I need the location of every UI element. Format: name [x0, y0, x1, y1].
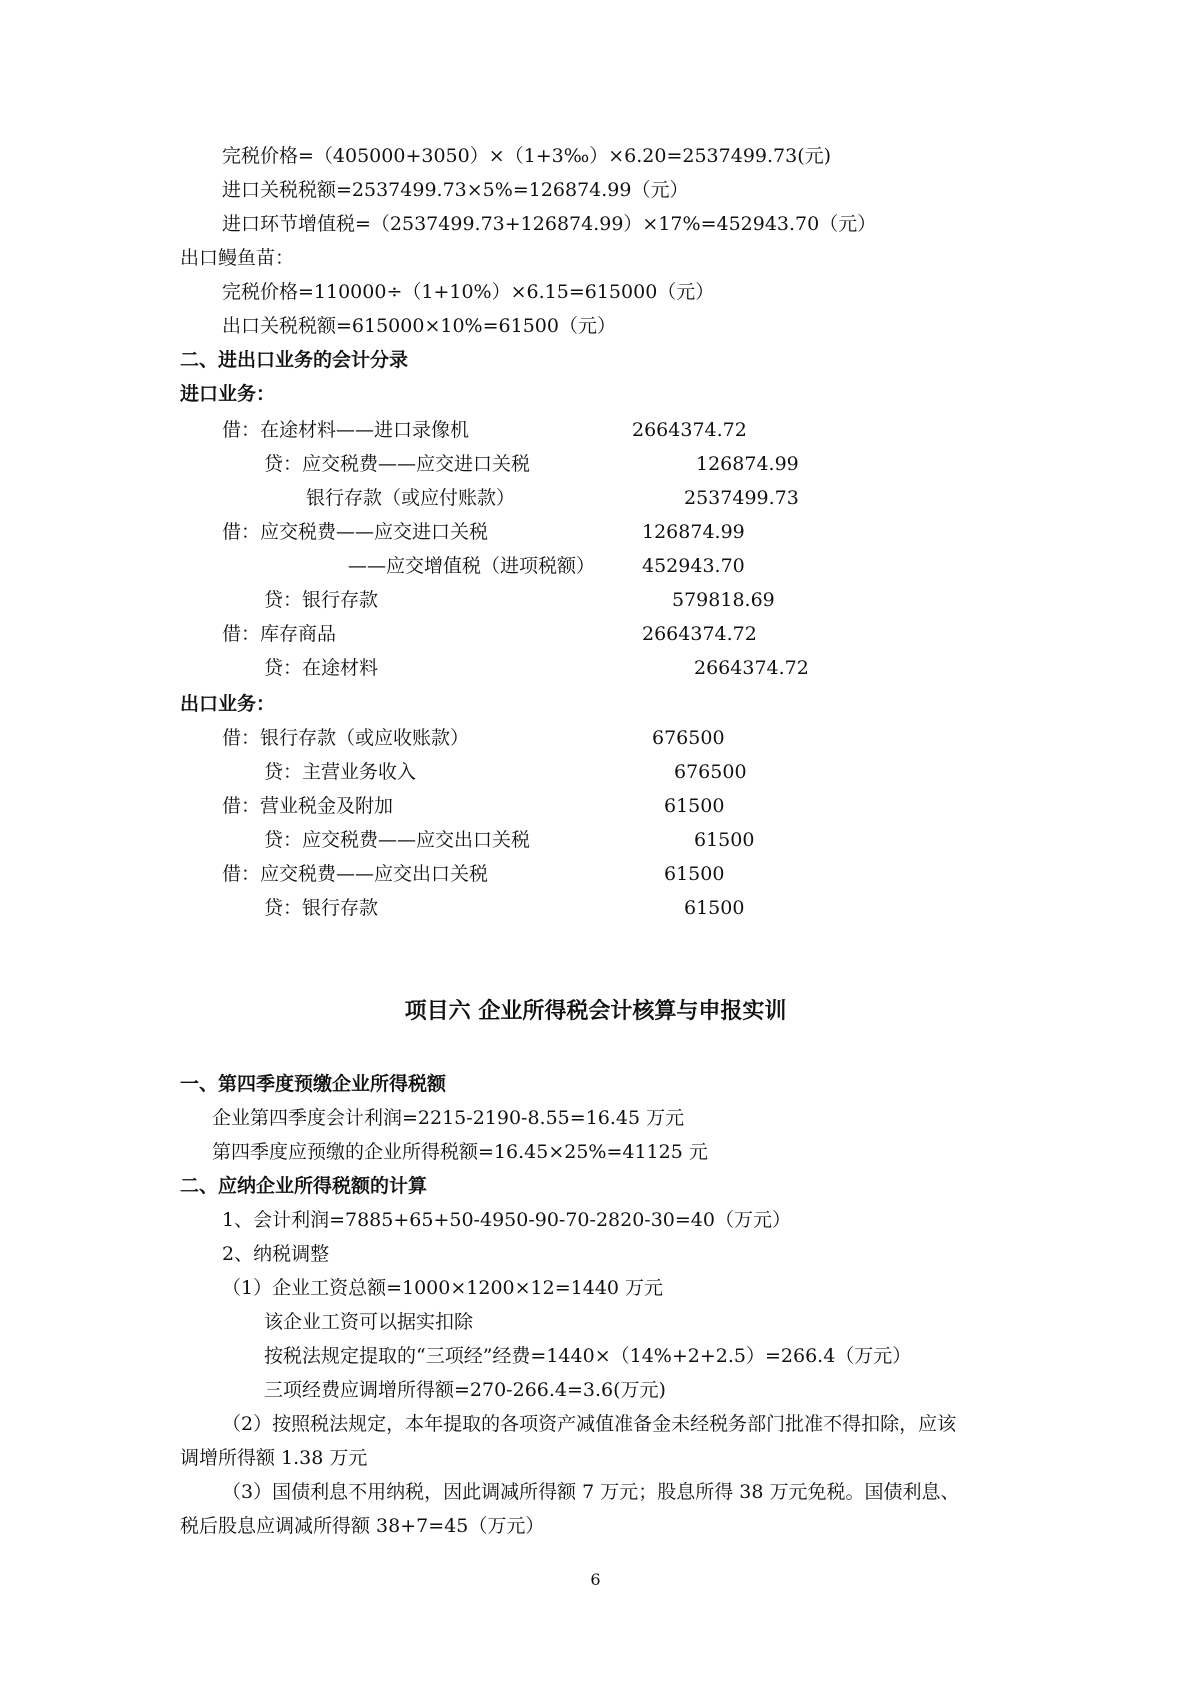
journal-entry-amount: 2664374.72 — [642, 623, 757, 645]
section-heading-journal: 二、进出口业务的会计分录 — [180, 349, 409, 371]
export-dutiable-price-line: 完税价格=110000÷（1+10%）×6.15=615000（元） — [222, 281, 715, 303]
section-heading-tax-calc: 二、应纳企业所得税额的计算 — [180, 1175, 428, 1197]
journal-entry-amount: 126874.99 — [696, 453, 799, 475]
journal-entry-account: 贷：银行存款 — [264, 589, 379, 611]
journal-entry-amount: 126874.99 — [642, 521, 745, 543]
page-number: 6 — [590, 1570, 601, 1589]
bond-interest-line: （3）国债利息不用纳税，因此调减所得额 7 万元；股息所得 38 万元免税。国债利息、 — [222, 1481, 960, 1503]
import-dutiable-price-line: 完税价格=（405000+3050）×（1+3‰）×6.20=2537499.73(元) — [222, 145, 832, 167]
journal-entry-account: 贷：银行存款 — [264, 897, 379, 919]
journal-entry-amount: 61500 — [664, 863, 725, 885]
three-funds-adjust-line: 三项经费应调增所得额=270-266.4=3.6(万元) — [264, 1379, 666, 1401]
q4-prepay-tax-line: 第四季度应预缴的企业所得税额=16.45×25%=41125 元 — [212, 1141, 708, 1163]
impairment-line: （2）按照税法规定，本年提取的各项资产减值准备金未经税务部门批准不得扣除，应该 — [222, 1413, 957, 1435]
journal-entry-account: 借：在途材料——进口录像机 — [222, 419, 470, 441]
journal-entry-amount: 579818.69 — [672, 589, 775, 611]
journal-entry-account: 借：营业税金及附加 — [222, 795, 394, 817]
accounting-profit-line: 1、会计利润=7885+65+50-4950-90-70-2820-30=40（万元） — [222, 1209, 791, 1231]
q4-profit-line: 企业第四季度会计利润=2215-2190-8.55=16.45 万元 — [212, 1107, 685, 1129]
wage-total-line: （1）企业工资总额=1000×1200×12=1440 万元 — [222, 1277, 664, 1299]
export-tariff-line: 出口关税税额=615000×10%=61500（元） — [222, 315, 616, 337]
journal-entry-account: 借：应交税费——应交进口关税 — [222, 521, 489, 543]
import-business-heading: 进口业务： — [180, 383, 276, 405]
journal-entry-account: 银行存款（或应付账款） — [306, 487, 516, 509]
export-business-heading: 出口业务： — [180, 693, 276, 715]
journal-entry-amount: 2664374.72 — [632, 419, 747, 441]
impairment-line-cont: 调增所得额 1.38 万元 — [180, 1447, 368, 1469]
journal-entry-amount: 452943.70 — [642, 555, 745, 577]
journal-entry-amount: 676500 — [674, 761, 747, 783]
journal-entry-account: 借：库存商品 — [222, 623, 337, 645]
section-heading-q4-prepay: 一、第四季度预缴企业所得税额 — [180, 1073, 447, 1095]
journal-entry-amount: 61500 — [684, 897, 745, 919]
journal-entry-amount: 2537499.73 — [684, 487, 799, 509]
journal-entry-account: 借：应交税费——应交出口关税 — [222, 863, 489, 885]
journal-entry-account: 贷：在途材料 — [264, 657, 379, 679]
journal-entry-account: 贷：主营业务收入 — [264, 761, 417, 783]
tax-adjustment-label: 2、纳税调整 — [222, 1243, 330, 1265]
import-tariff-line: 进口关税税额=2537499.73×5%=126874.99（元） — [222, 179, 689, 201]
wage-deduct-line: 该企业工资可以据实扣除 — [264, 1311, 474, 1333]
project-title: 项目六 企业所得税会计核算与申报实训 — [404, 999, 787, 1024]
bond-interest-line-cont: 税后股息应调减所得额 38+7=45（万元） — [180, 1515, 545, 1537]
journal-entry-amount: 676500 — [652, 727, 725, 749]
journal-entry-account: 贷：应交税费——应交出口关税 — [264, 829, 531, 851]
import-vat-line: 进口环节增值税=（2537499.73+126874.99）×17%=452943.70（元） — [222, 213, 877, 235]
three-funds-line: 按税法规定提取的“三项经”经费=1440×（14%+2+2.5）=266.4（万元） — [264, 1345, 912, 1367]
journal-entry-account: 借：银行存款（或应收账款） — [222, 727, 470, 749]
journal-entry-account: 贷：应交税费——应交进口关税 — [264, 453, 531, 475]
journal-entry-account: ——应交增值税（进项税额） — [348, 555, 596, 577]
export-eel-label: 出口鳗鱼苗： — [180, 247, 295, 269]
journal-entry-amount: 61500 — [664, 795, 725, 817]
journal-entry-amount: 61500 — [694, 829, 755, 851]
journal-entry-amount: 2664374.72 — [694, 657, 809, 679]
